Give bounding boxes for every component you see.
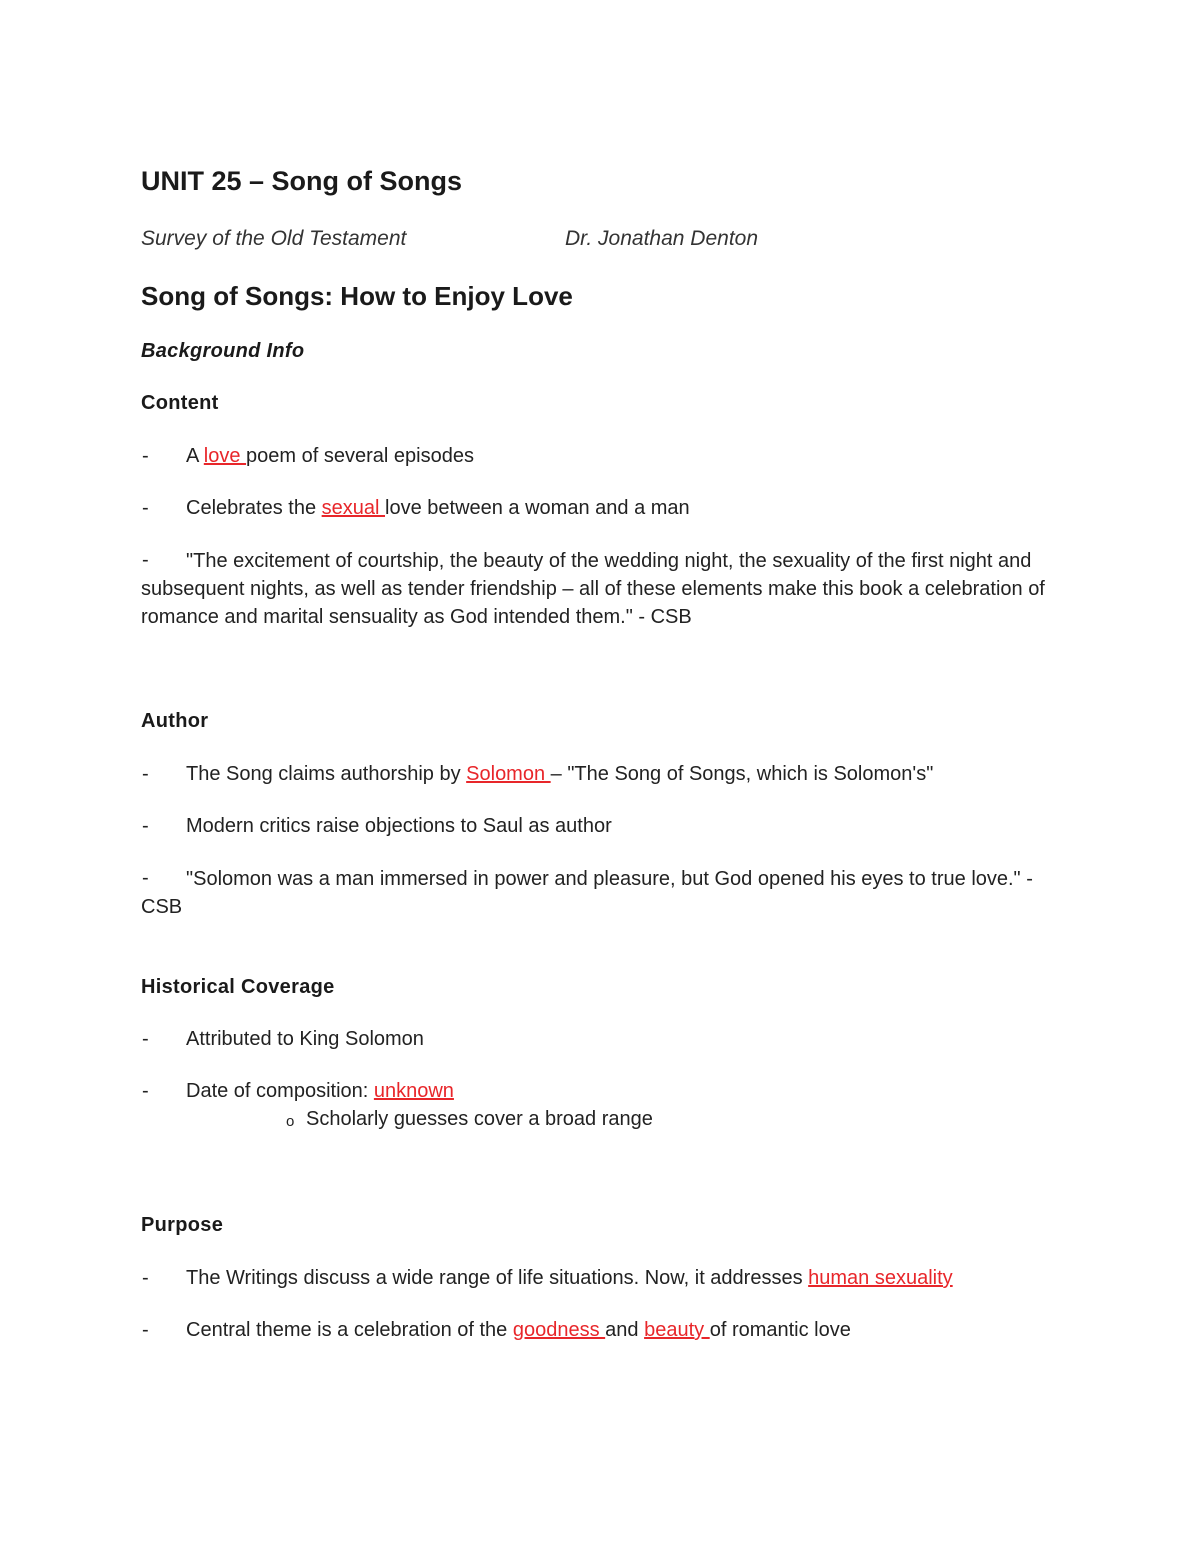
- author-item-1-blank: Solomon: [466, 763, 551, 785]
- historical-item-2: [186, 1080, 454, 1103]
- list-dash: -: [142, 1080, 149, 1102]
- author-item-1-post: – "The Song of Songs, which is Solomon's": [550, 763, 934, 785]
- content-item-3-quote: "The excitement of courtship, the beauty of the wedding night, the sexuality of the first night and subsequent nights, as well as tender friendship – all of these elements make this book a celebration of romance and marital sensuality as God intended them." - CSB: [141, 550, 1045, 628]
- author-item-1: [186, 763, 933, 786]
- purpose-item-2-pre: Central theme is a celebration of the: [186, 1319, 513, 1341]
- list-dash: -: [142, 867, 149, 889]
- author-label: Author: [141, 710, 209, 732]
- content-item-1-blank: love: [203, 445, 247, 467]
- purpose-item-2: [186, 1319, 851, 1342]
- content-item-1: [186, 445, 474, 468]
- historical-coverage-label: Historical Coverage: [141, 976, 335, 998]
- content-item-2: [186, 497, 690, 520]
- content-item-2-blank: sexual: [321, 497, 386, 519]
- purpose-item-2-blank-1: goodness: [512, 1319, 606, 1341]
- list-dash: -: [142, 549, 149, 571]
- list-dash: -: [142, 815, 149, 837]
- page-title: UNIT 25 – Song of Songs: [141, 166, 463, 196]
- purpose-item-1-pre: The Writings discuss a wide range of life situations. Now, it addresses: [186, 1267, 809, 1289]
- author-item-3-quote: "Solomon was a man immersed in power and pleasure, but God opened his eyes to true love." - CSB: [141, 868, 1033, 918]
- author-item-2: Modern critics raise objections to Saul as author: [186, 815, 612, 837]
- section-heading: Song of Songs: How to Enjoy Love: [141, 281, 573, 311]
- content-label: Content: [141, 392, 219, 414]
- purpose-item-2-mid: and: [605, 1319, 645, 1341]
- historical-item-1: Attributed to King Solomon: [186, 1028, 424, 1050]
- purpose-label: Purpose: [141, 1214, 224, 1236]
- list-dash: -: [142, 763, 149, 785]
- purpose-item-2-blank-2: beauty: [644, 1319, 710, 1341]
- background-info-label: Background Info: [141, 340, 305, 362]
- list-dash: -: [142, 1028, 149, 1050]
- content-item-2-pre: Celebrates the: [186, 497, 322, 519]
- course-name: Survey of the Old Testament: [141, 227, 407, 250]
- purpose-item-1: [186, 1267, 953, 1290]
- author-item-1-pre: The Song claims authorship by: [186, 763, 467, 785]
- instructor-name: Dr. Jonathan Denton: [565, 227, 759, 250]
- content-item-1-pre: A: [186, 445, 204, 467]
- list-dash: -: [142, 445, 149, 467]
- list-dash: -: [142, 497, 149, 519]
- list-dash: -: [142, 1267, 149, 1289]
- list-dash: -: [142, 1319, 149, 1341]
- historical-item-2-blank: unknown: [373, 1080, 454, 1102]
- historical-sub-item: Scholarly guesses cover a broad range: [306, 1108, 653, 1130]
- purpose-item-2-post: of romantic love: [709, 1319, 851, 1341]
- content-item-2-post: love between a woman and a man: [385, 497, 690, 519]
- sub-bullet-icon: o: [286, 1113, 295, 1130]
- purpose-item-1-blank: human sexuality: [808, 1267, 953, 1289]
- content-item-1-post: poem of several episodes: [246, 445, 474, 467]
- historical-item-2-pre: Date of composition:: [186, 1080, 374, 1102]
